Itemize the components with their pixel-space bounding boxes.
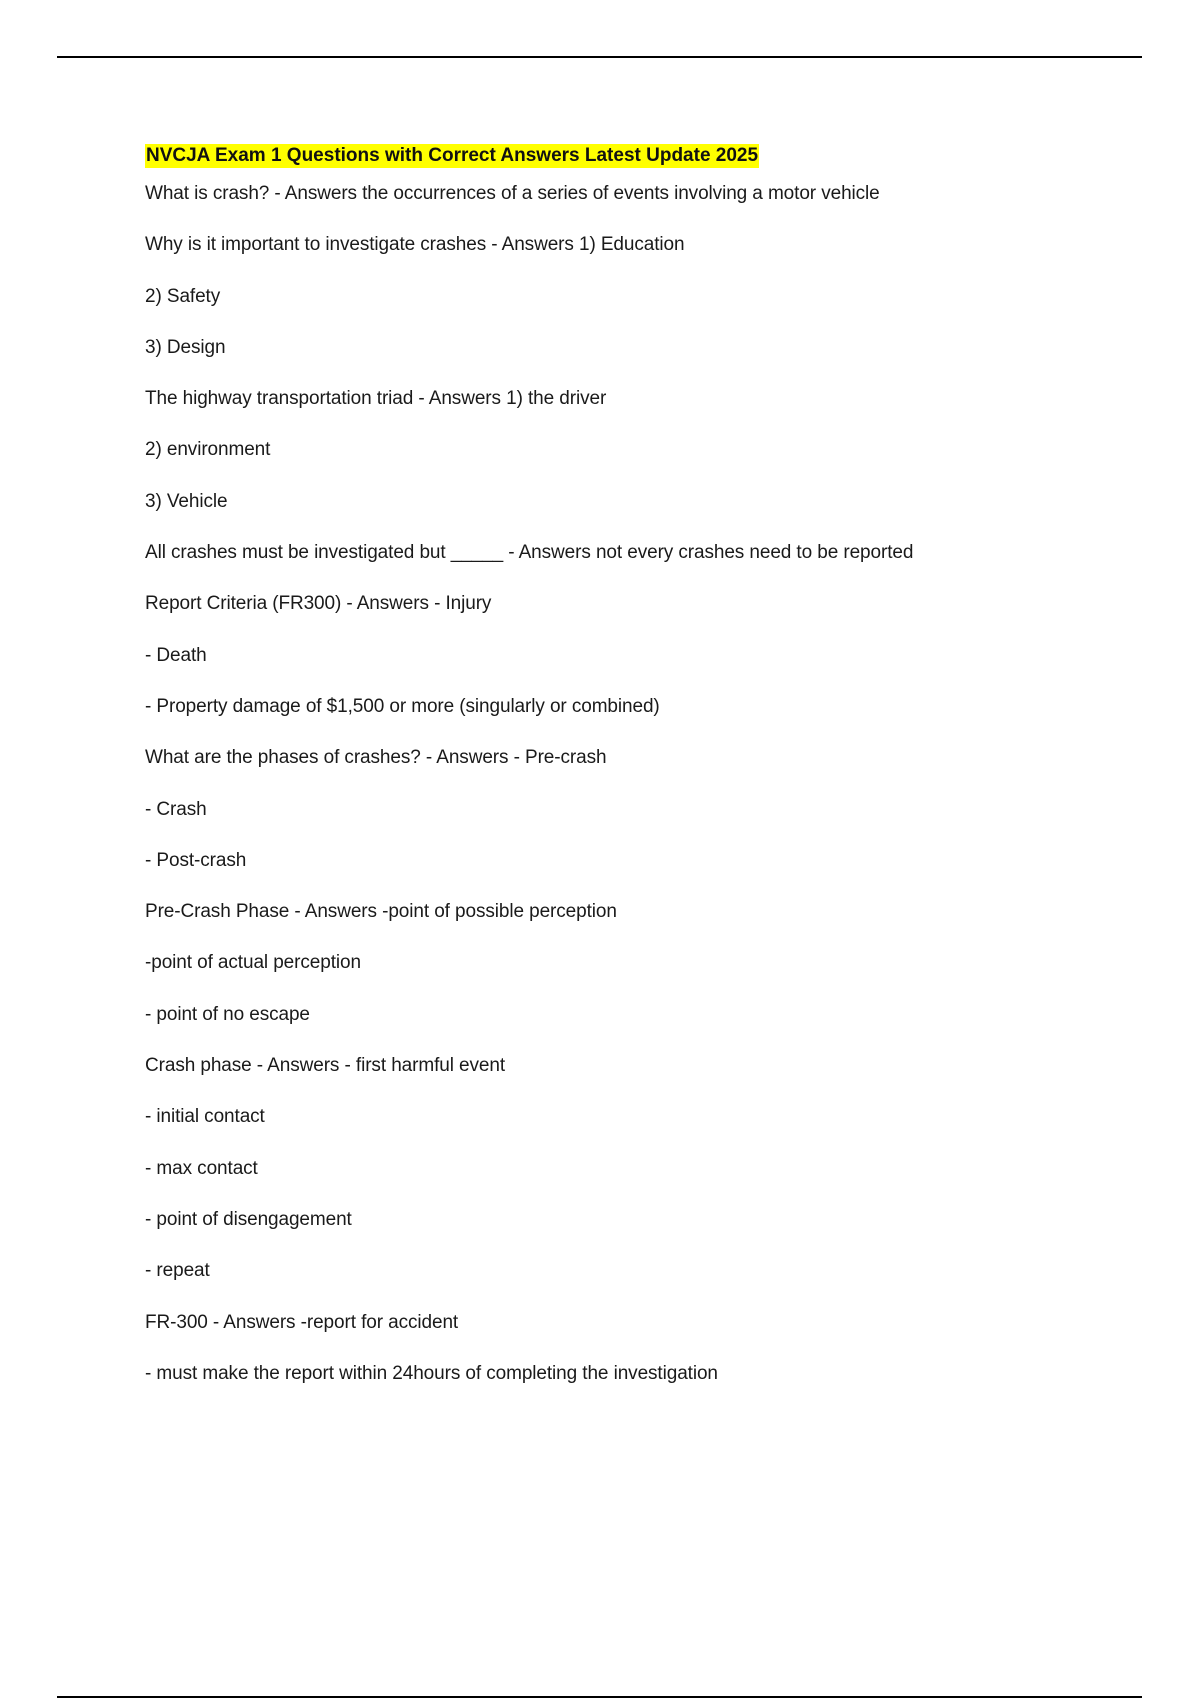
qa-line: What are the phases of crashes? - Answers - Pre-crash [145,747,607,769]
page-bottom-rule [57,1696,1142,1698]
document-body [145,144,1145,1399]
qa-list [145,168,1145,1399]
qa-line: 2) environment [145,439,271,461]
qa-line: What is crash? - Answers the occurrences of a series of events involving a motor vehicle [145,183,880,204]
page-top-rule [57,56,1142,58]
qa-line: - Death [145,644,207,666]
qa-line: - Post-crash [145,849,247,871]
qa-line: The highway transportation triad - Answers 1) the driver [145,388,607,410]
qa-line: Report Criteria (FR300) - Answers - Injury [145,593,492,615]
qa-line: - Crash [145,798,207,820]
qa-line: - must make the report within 24hours of completing the investigation [145,1362,718,1384]
qa-line: Pre-Crash Phase - Answers -point of possible perception [145,901,617,923]
qa-line: 3) Vehicle [145,490,228,512]
qa-line: Crash phase - Answers - first harmful event [145,1055,506,1077]
qa-line: - initial contact [145,1106,265,1128]
qa-line: - repeat [145,1260,210,1282]
qa-line: - point of disengagement [145,1208,352,1230]
qa-line: - max contact [145,1157,258,1179]
qa-line: 2) Safety [145,285,221,307]
qa-line: Why is it important to investigate crashes - Answers 1) Education [145,234,685,256]
qa-line: FR-300 - Answers -report for accident [145,1311,459,1333]
qa-line: - Property damage of $1,500 or more (singularly or combined) [145,695,660,717]
document-title: NVCJA Exam 1 Questions with Correct Answers Latest Update 2025 [146,145,759,166]
qa-line: - point of no escape [145,1003,310,1025]
qa-line: 3) Design [145,336,226,358]
qa-line: -point of actual perception [145,952,361,974]
qa-line: All crashes must be investigated but _____ - Answers not every crashes need to be reported [145,542,914,564]
